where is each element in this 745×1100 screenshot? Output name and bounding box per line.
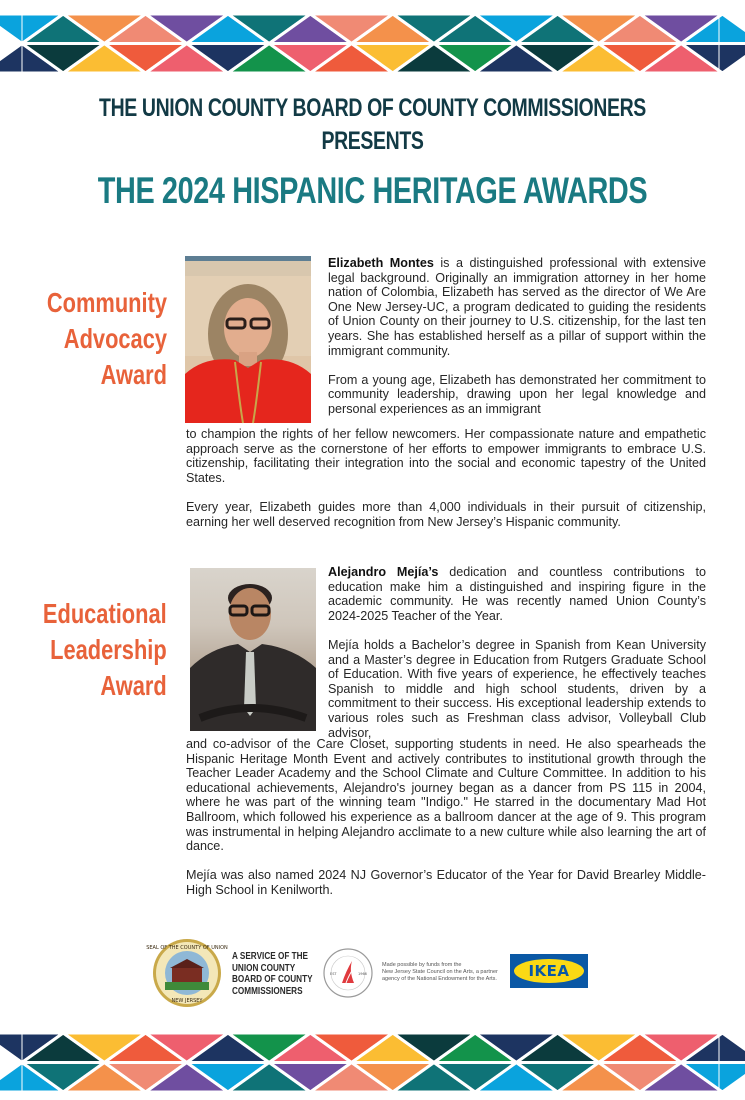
award-title-line: Advocacy <box>63 323 167 354</box>
bio-paragraph: From a young age, Elizabeth has demonstrated her commitment to community leadership, drawing upon her legal knowledge and personal experiences as an immigrant <box>328 372 706 416</box>
arts-council-icon <box>322 947 374 999</box>
bio-intro: is a distinguished professional with extensive legal background. Originally an immigration attorney in her home nation of Colombia, Elizabeth has served as the director of We Are One New Jersey-UC, a program dedicated to guiding the residents of Union County on their journey to U.S. citizenship, for the last ten years. She has established herself as a pillar of support within the immigrant community. <box>328 256 707 358</box>
bio-paragraph: to champion the rights of her fellow newcomers. Her compassionate nature and empathetic approach serve as the cornerstone of her efforts to empower immigrants to embrace U.S. citizenship, facilitating their integration into the social and economic tapestry of the United States. <box>186 427 706 485</box>
service-line: UNION COUNTY <box>232 961 296 974</box>
service-line: A SERVICE OF THE <box>232 950 309 962</box>
page-title: THE 2024 HISPANIC HERITAGE AWARDS <box>97 170 648 211</box>
award-title-line: Award <box>100 670 167 701</box>
bio-elizabeth-montes-top <box>328 256 706 431</box>
award-title-line: Leadership <box>50 634 167 665</box>
honoree-photo-elizabeth-montes <box>185 256 311 423</box>
funding-line: agency of the National Endowment for the Arts. <box>382 976 497 982</box>
bottom-decorative-banner <box>22 1033 719 1092</box>
top-decorative-banner <box>22 14 719 73</box>
service-line: BOARD OF COUNTY <box>232 973 313 985</box>
funding-line: New Jersey State Council on the Arts, a partner <box>382 969 498 975</box>
bio-alejandro-mejia-bottom <box>186 737 706 912</box>
ikea-wordmark: IKEA <box>514 959 584 983</box>
footer-sponsors <box>0 935 745 1015</box>
award-title-community-advocacy <box>47 285 167 393</box>
funding-line: Made possible by funds from the <box>382 962 462 968</box>
presents-line: PRESENTS <box>321 127 424 155</box>
presenter-line: THE UNION COUNTY BOARD OF COUNTY COMMISSIONERS <box>99 94 646 122</box>
honoree-name: Elizabeth Montes <box>328 256 434 270</box>
ikea-logo <box>510 954 588 988</box>
bio-paragraph <box>328 256 706 358</box>
seal-bottom-text: NEW JERSEY <box>171 998 203 1004</box>
portrait-man-icon <box>190 568 316 731</box>
service-line: COMMISSIONERS <box>232 984 303 997</box>
award-title-line: Award <box>100 359 167 390</box>
triangle-pattern <box>22 1033 719 1092</box>
service-statement <box>232 951 318 997</box>
bio-alejandro-mejia-top <box>328 565 706 755</box>
award-title-line: Educational <box>43 598 167 629</box>
bio-paragraph: Mejía holds a Bachelor’s degree in Spanish from Kean University and a Master’s degree in Education from Rutgers Graduate School of Education. With five years of experience, he effectively teaches Spanish to middle and high school students, driven by a commitment to their success. His exceptional leadership extends to various roles such as Freshman class advisor, Volleyball Club advisor, <box>328 637 706 740</box>
seal-ring-text: SEAL OF THE COUNTY OF UNION <box>146 945 228 951</box>
county-seal-icon <box>146 938 228 1008</box>
portrait-woman-icon <box>185 256 311 423</box>
bio-elizabeth-montes-bottom <box>186 427 706 544</box>
funding-statement <box>382 962 502 983</box>
arts-logo-year: 1966 <box>358 972 367 976</box>
county-seal-logo <box>146 938 228 1008</box>
honoree-photo-alejandro-mejia <box>190 568 316 731</box>
arts-logo-est: EST <box>330 972 337 976</box>
bio-paragraph: Every year, Elizabeth guides more than 4,000 individuals in their pursuit of citizenship, earning her well deserved recognition from New Jersey’s Hispanic community. <box>186 499 706 529</box>
honoree-name: Alejandro Mejía’s <box>328 565 439 579</box>
triangle-pattern <box>22 14 719 73</box>
bio-paragraph: and co-advisor of the Care Closet, supporting students in need. He also spearheads the Hispanic Heritage Month Event and actively contributes to institutional growth through the Teacher Leader Academy and the School Climate and Culture Committee. In addition to his educational achievements, Alejandro's journey began as a dancer from PS 115 in 2004, where he was part of the winning team "Indigo." He starred in the documentary Mad Hot Ballroom, which followed his experience as a ballroom dancer at the age of 9. This program was instrumental in helping Alejandro acclimate to a new culture while also learning the art of dance. <box>186 737 706 854</box>
bio-paragraph: Mejía was also named 2024 NJ Governor’s Educator of the Year for David Brearley Middle-High School in Kenilworth. <box>186 868 706 897</box>
bio-intro: dedication and countless contributions to education make him a distinguished and inspiring figure in the academic community. He was recently named Union County’s 2024-2025 Teacher of the Year. <box>328 565 706 623</box>
nj-arts-council-logo <box>322 947 374 999</box>
award-title-line: Community <box>46 287 167 318</box>
award-title-educational-leadership <box>43 596 167 704</box>
bio-paragraph <box>328 565 706 623</box>
